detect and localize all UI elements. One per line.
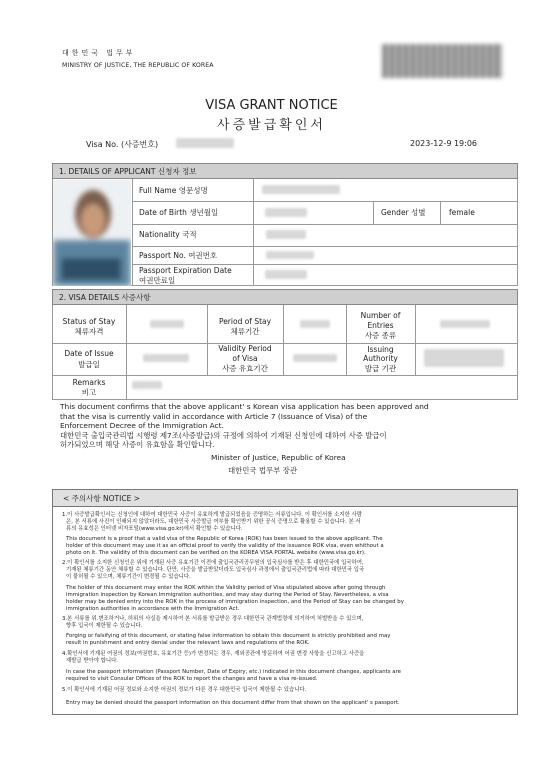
ministry-ko: 대한민국 법무부 [62, 49, 136, 57]
issuing-label-en2: Authority [363, 354, 398, 363]
notice-4-ko-1: 4.확인서에 기재된 여권의 정보(여권번호, 유효기간 등)가 변경되는 경우, 재외공관에 방문하여 어권 변경 사항을 신고하고 사증을 [62, 651, 365, 657]
period-redacted [300, 320, 330, 328]
notice-1-ko-2: 은, 본 서류에 사진이 인쇄되지 않았더라도, 대한민국 사증발급 여부를 확인받기 위한 공식 증명으로 활용할 수 있습니다. 본 서 [66, 519, 361, 525]
remarks-label-ko: 비고 [81, 388, 97, 397]
notice-2-en-3: holder may be denied entry into the ROK in the process of immigration inspection, and the Period of Stay can be changed by [66, 599, 404, 605]
remarks-redacted [132, 381, 162, 389]
full-name-redacted [262, 185, 340, 194]
gender-value: female [449, 208, 475, 217]
notice-3-en-2: result in punishment and entry denial under the relevant laws and regulations of the ROK. [66, 640, 310, 646]
document-title-en: VISA GRANT NOTICE [205, 98, 338, 113]
notice-4-en-1: In case the passport information (Passport Number, Date of Expiry, etc.) indicated in this document changes, applicants are [66, 669, 401, 675]
validity-label-ko: 사증 유효기간 [222, 364, 268, 373]
gender-label: Gender 성별 [381, 208, 426, 217]
validity-label-en1: Validity Period [218, 344, 272, 353]
confirm-en-line2: that the visa is currently valid in accordance with Article 7 (Issuance of Visa) of the [60, 412, 368, 421]
issuing-label-en1: Issuing [367, 345, 394, 354]
notice-4-en-2: required to visit Consular Offices of the ROK to report the changes and have a visa re-issued. [66, 676, 318, 682]
notice-2-ko-1: 2.이 확인서를 소지한 신청인은 위에 기재된 사증 유효기간 이전에 출입국관리공무원의 입국심사를 받은 후 대한민국에 입국하여, [62, 560, 364, 566]
issue-datetime: 2023-12-9 19:06 [410, 139, 477, 148]
entries-label-en2: Entries [367, 321, 394, 330]
passport-no-label: Passport No. 여권번호 [139, 251, 218, 260]
notice-5-en-1: Entry may be denied should the passport information on this document differ from that shown on the applicant' s passport. [66, 700, 400, 706]
passport-exp-label-ko: 여권만료일 [139, 276, 176, 285]
issue-date-label-ko: 발급일 [78, 360, 100, 369]
dob-redacted [265, 208, 307, 217]
passport-exp-redacted [265, 270, 307, 279]
nationality-redacted [266, 230, 306, 239]
confirm-ko-line1: 대한민국 출입국관리법 시행령 제7조(사증발급)의 규정에 의하여 기재된 신청인에 대하여 사증 발급이 [60, 431, 387, 440]
barcode [382, 44, 502, 78]
confirm-en-line3: Enforcement Decree of the Immigration Act. [60, 421, 224, 430]
notice-1-ko-1: 1.이 사증발급확인서는 신청인에 대하여 대한민국 사증이 유효하게 발급되었음을 증명하는 서류입니다. 이 확인서를 소지한 사람 [62, 512, 362, 518]
notice-1-en-1: This document is a proof that a valid visa of the Republic of Korea (ROK) has been issued to the above applicant. The [66, 536, 383, 542]
notice-3-ko-2: 향후 입국이 제한될 수 있습니다. [66, 623, 143, 629]
validity-redacted [293, 354, 337, 362]
nationality-label: Nationality 국적 [139, 230, 197, 239]
status-redacted [150, 320, 184, 328]
issuing-label-ko: 발급 기관 [364, 364, 397, 373]
validity-label-en2: of Visa [232, 354, 258, 363]
signature-ko: 대한민국 법무부 장관 [228, 466, 297, 475]
visa-no-label: Visa No. (사증번호) [86, 140, 159, 149]
entries-label-en1: Number of [360, 311, 401, 320]
confirm-en-line1: This document confirms that the above applicant' s Korean visa application has been approved and [60, 402, 429, 411]
signature-en: Minister of Justice, Republic of Korea [211, 453, 346, 462]
issue-date-label-en: Date of Issue [64, 349, 114, 358]
notice-1-ko-3: 류의 유효성은 인터넷 비자포털(www.visa.go.kr)에서 확인할 수 있습니다. [66, 526, 243, 532]
issuing-redacted [424, 349, 504, 367]
dob-label: Date of Birth 생년월일 [139, 208, 219, 217]
entries-redacted [440, 320, 490, 328]
notice-2-ko-3: 이 불허될 수 있으며, 체류기간이 변경될 수 있습니다. [66, 574, 191, 580]
notice-5-ko-1: 5.이 확인서에 기재된 어권 정보와 소지한 어권의 정보가 다른 경우 대한민국 입국이 제한될 수 있습니다. [62, 687, 307, 693]
notice-2-ko-2: 기재된 체류기간 동안 체류할 수 있습니다. 단만, 사증을 발급받았더라도 입국심사 과정에서 출입국관리법에 따라 대한민국 입국 [66, 567, 365, 573]
applicant-photo [53, 180, 131, 286]
notice-2-en-4: immigration authorities in accordance with the Immigration Act. [66, 606, 240, 612]
full-name-label: Full Name 영문성명 [139, 186, 208, 195]
notice-3-en-1: Forging or falsifying of this document, or stating false information to obtain this document is strictly prohibited and may [66, 633, 391, 639]
passport-no-redacted [266, 251, 314, 259]
notice-3-ko-1: 3.본 서류를 위.변조하거나, 허위의 사실을 제시하여 본 서류를 발급받은 경우 대한민국 관계법령에 의거하여 처벌받을 수 있으며, [62, 616, 364, 622]
visa-no-redacted [176, 138, 234, 148]
remarks-label-en: Remarks [72, 378, 106, 387]
notice-2-en-1: The holder of this document may enter the ROK within the Validity period of Visa stipulated above after going through [66, 585, 386, 591]
notice-4-ko-2: 재발급 받아야 합니다. [66, 658, 119, 664]
status-label-en: Status of Stay [62, 317, 116, 326]
status-label-ko: 체류자격 [74, 327, 104, 336]
period-label-ko: 체류기간 [230, 327, 260, 336]
notice-1-en-3: photo on it. The validity of this document can be verified on the KOREA VISA PORTAL website (www.visa.go.kr). [66, 550, 366, 556]
passport-exp-label-en: Passport Expiration Date [139, 266, 232, 275]
ministry-en: MINISTRY OF JUSTICE, THE REPUBLIC OF KOREA [62, 62, 214, 69]
document-title-ko: 사증발급확인서 [217, 118, 326, 133]
issue-date-redacted [143, 354, 189, 362]
section-visa-header: 2. VISA DETAILS 사증사항 [52, 289, 518, 305]
notice-1-en-2: holder of this document may use it as an official proof to verify the validity of the issuance ROK visa, even whithout a [66, 543, 384, 549]
period-label-en: Period of Stay [218, 317, 272, 326]
entries-label-ko: 사증 종류 [364, 331, 397, 340]
notice-2-en-2: immigration inspection by Korean Immigration authorities, and may stay during the Period of Stay. Nevertheless, a visa [66, 592, 389, 598]
confirm-ko-line2: 허가되었으며 해당 사증이 유효함을 확인합니다. [60, 440, 215, 449]
section-applicant-header: 1. DETAILS OF APPLICANT 신청자 정보 [52, 163, 518, 179]
notice-title: < 주의사항 NOTICE > [52, 489, 518, 507]
